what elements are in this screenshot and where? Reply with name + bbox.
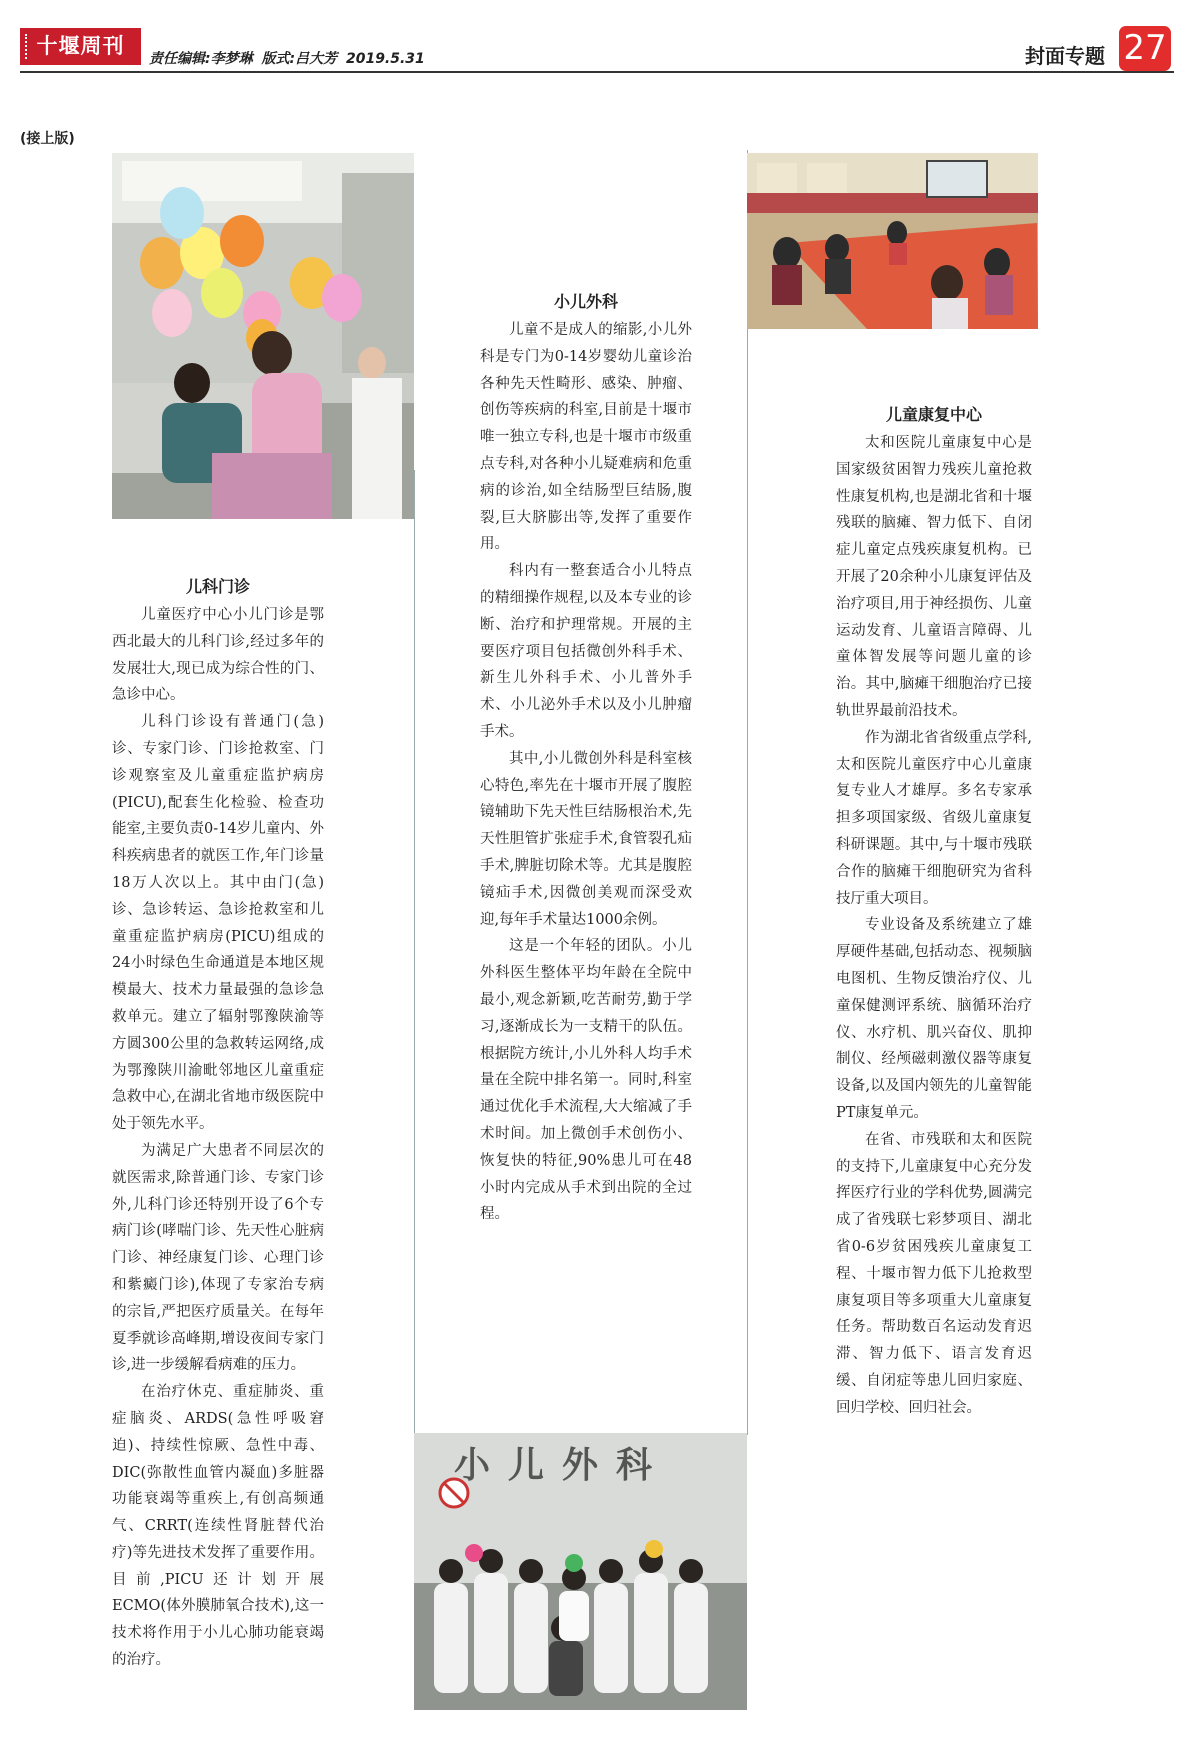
- paragraph: 儿童不是成人的缩影,小儿外科是专门为0-14岁婴幼儿童诊治各种先天性畸形、感染、肿瘤、创伤等疾病的科室,目前是十堰市唯一独立专科,也是十堰市市级重点专科,对各种小儿疑难病和危重病的诊治,如全结肠型巨结肠,腹裂,巨大脐膨出等,发挥了重要作用。: [480, 322, 692, 553]
- page-header: [0, 0, 1200, 80]
- paragraph: 专业设备及系统建立了雄厚硬件基础,包括动态、视频脑电图机、生物反馈治疗仪、儿童保健测评系统、脑循环治疗仪、水疗机、肌兴奋仪、肌抑制仪、经颅磁刺激仪器等康复设备,以及国内领先的儿童智能PT康复单元。: [836, 917, 1032, 1121]
- paragraph: 儿科门诊设有普通门(急)诊、专家门诊、门诊抢救室、门诊观察室及儿童重症监护病房(PICU),配套生化检验、检查功能室,主要负责0-14岁儿童内、外科疾病患者的就医工作,年门诊量18万人次以上。其中由门(急)诊、急诊转运、急诊抢救室和儿童重症监护病房(PICU)组成的24小时绿色生命通道是本地区规模最大、技术力量最强的急诊急救单元。建立了辐射鄂豫陕渝等方圆300公里的急救转运网络,成为鄂豫陕川渝毗邻地区儿童重症急救中心,在湖北省地市级医院中处于领先水平。: [112, 714, 324, 1133]
- paragraph: 在治疗休克、重症肺炎、重症脑炎、ARDS(急性呼吸窘迫)、持续性惊厥、急性中毒、DIC(弥散性血管内凝血)多脏器功能衰竭等重疾上,有创高频通气、CRRT(连续性肾脏替代治疗)等先进技术发挥了重要作用。目前,PICU还计划开展ECMO(体外膜肺氧合技术),这一技术将作用于小儿心肺功能衰竭的治疗。: [112, 1384, 324, 1669]
- heading-pediatric-outpatient: 儿科门诊: [185, 577, 250, 596]
- editor: 责任编辑:李梦琳: [149, 51, 253, 67]
- paragraph: 太和医院儿童康复中心是国家级贫困智力残疾儿童抢救性康复机构,也是湖北省和十堰残联的脑瘫、智力低下、自闭症儿童定点残疾康复机构。已开展了20余种小儿康复评估及治疗项目,用于神经损伤、儿童运动发育、儿童语言障碍、儿童体智发展等问题儿童的诊治。其中,脑瘫干细胞治疗已接轨世界最前沿技术。: [836, 435, 1032, 719]
- layout-credit: 版式:吕大芳: [261, 51, 338, 67]
- photo-team: [414, 1433, 747, 1710]
- photo-classroom: [747, 153, 1038, 329]
- paragraph: 作为湖北省省级重点学科,太和医院儿童医疗中心儿童康复专业人才雄厚。多名专家承担多项国家级、省级儿童康复科研课题。其中,与十堰市残联合作的脑瘫干细胞研究为省科技厅重大项目。: [836, 729, 1032, 907]
- paragraph: 科内有一整套适合小儿特点的精细操作规程,以及本专业的诊断、治疗和护理常规。开展的主要医疗项目包括微创外科手术、新生儿外科手术、小儿普外手术、小儿泌外手术以及小儿肿瘤手术。: [480, 563, 692, 740]
- column-pediatric-outpatient: [112, 575, 324, 1674]
- logo-text: 十堰周刊: [36, 34, 125, 58]
- column-child-rehab: [836, 403, 1032, 1421]
- logo-dots: [25, 34, 32, 59]
- continued-label: (接上版): [20, 131, 75, 147]
- editor-line: [149, 48, 429, 68]
- header-rule: [20, 71, 1174, 73]
- column-pediatric-surgery: [480, 290, 692, 1228]
- paragraph: 这是一个年轻的团队。小儿外科医生整体平均年龄在全院中最小,观念新颖,吃苦耐劳,勤于学习,逐渐成长为一支精干的队伍。根据院方统计,小儿外科人均手术量在全院中排名第一。同时,科室通过优化手术流程,大大缩减了手术时间。加上微创手术创伤小、恢复快的特征,90%患儿可在48小时内完成从手术到出院的全过程。: [480, 938, 692, 1223]
- paragraph: 其中,小儿微创外科是科室核心特色,率先在十堰市开展了腹腔镜辅助下先天性巨结肠根治术,先天性胆管扩张症手术,食管裂孔疝手术,脾脏切除术等。尤其是腹腔镜疝手术,因微创美观而深受欢迎,每年手术量达1000余例。: [480, 750, 692, 928]
- paragraph: 儿童医疗中心小儿门诊是鄂西北最大的儿科门诊,经过多年的发展壮大,现已成为综合性的门、急诊中心。: [112, 607, 324, 704]
- masthead-logo: [20, 28, 141, 65]
- heading-child-rehab: 儿童康复中心: [885, 405, 982, 424]
- heading-pediatric-surgery: 小儿外科: [553, 292, 618, 311]
- sign-text: 小儿外科: [454, 1445, 671, 1486]
- column-divider-left: [414, 470, 415, 1438]
- paragraph: 为满足广大患者不同层次的就医需求,除普通门诊、专家门诊外,儿科门诊还特别开设了6个专病门诊(哮喘门诊、先天性心脏病门诊、神经康复门诊、心理门诊和紫癜门诊),体现了专家治专病的宗旨,严把医疗质量关。在每年夏季就诊高峰期,增设夜间专家门诊,进一步缓解看病难的压力。: [112, 1142, 324, 1374]
- column-divider-right: [747, 150, 748, 1435]
- photo-balloons: [112, 153, 414, 519]
- paragraph: 在省、市残联和太和医院的支持下,儿童康复中心充分发挥医疗行业的学科优势,圆满完成了省残联七彩梦项目、湖北省0-6岁贫困残疾儿童康复工程、十堰市智力低下儿抢救型康复项目等多项重大儿童康复任务。帮助数百名运动发育迟滞、智力低下、语言发育迟缓、自闭症等患儿回归家庭、回归学校、回归社会。: [836, 1131, 1032, 1416]
- section-title: 封面专题: [1025, 44, 1105, 68]
- issue-date: 2019.5.31: [345, 51, 425, 67]
- page-number: 27: [1119, 26, 1171, 71]
